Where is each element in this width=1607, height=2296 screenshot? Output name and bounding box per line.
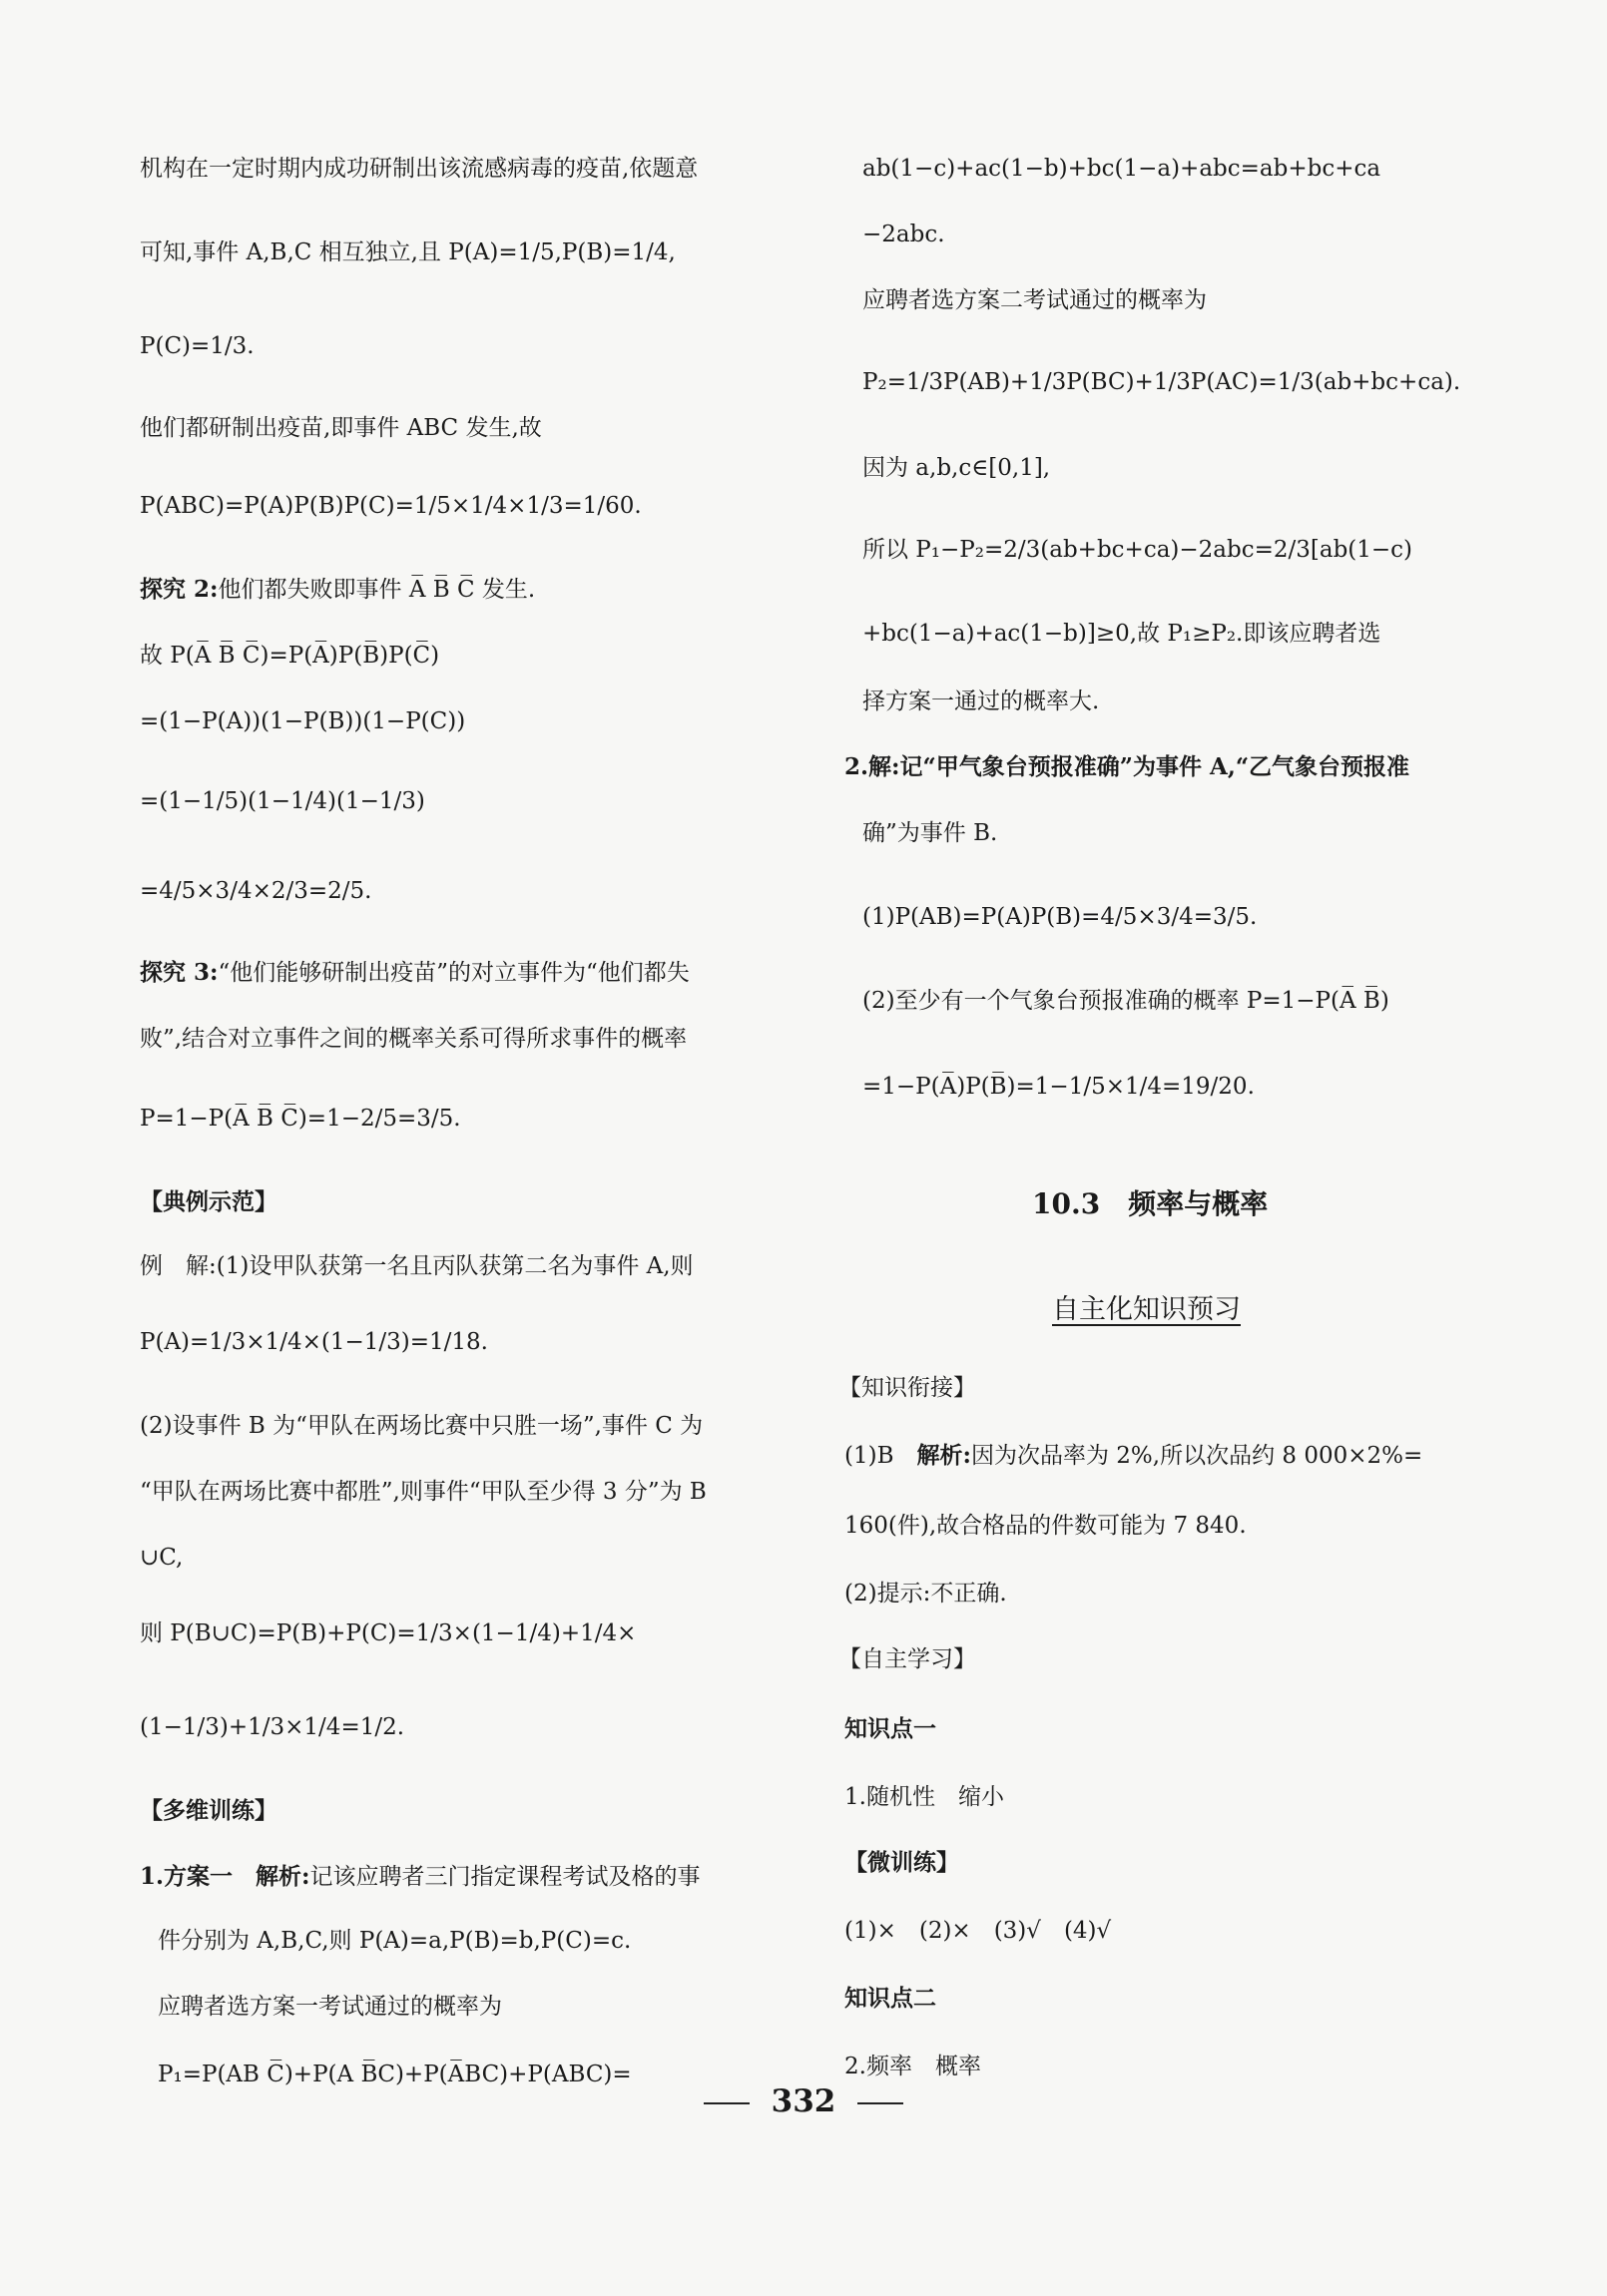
text-span: 因为次品率为 2%,所以次品约 8 000×2%=: [970, 1443, 1423, 1469]
formula-line: =4/5×3/4×2/3=2/5.: [140, 878, 372, 904]
section-title: 10.3 频率与概率: [1032, 1187, 1269, 1220]
formula-line: P=1−P(A̅ B̅ C̅)=1−2/5=3/5.: [140, 1106, 461, 1132]
text-line: 160(件),故合格品的件数可能为 7 840.: [844, 1513, 1247, 1539]
formula-line: (1)P(AB)=P(A)P(B)=4/5×3/4=3/5.: [862, 904, 1258, 930]
section-label: 探究 2:: [140, 576, 219, 603]
formula-line: =(1−1/5)(1−1/4)(1−1/3): [140, 788, 425, 814]
text-line: 例 解:(1)设甲队获第一名且丙队获第二名为事件 A,则: [140, 1253, 694, 1279]
section-label: 解析:: [916, 1442, 971, 1469]
text-line: (2)提示:不正确.: [844, 1581, 1007, 1607]
text-line: 择方案一通过的概率大.: [862, 689, 1100, 714]
formula-line: (1−1/3)+1/3×1/4=1/2.: [140, 1714, 405, 1740]
text-line: (2)至少有一个气象台预报准确的概率 P=1−P(A̅ B̅): [862, 988, 1389, 1014]
section-label: 1.方案一 解析:: [140, 1863, 310, 1890]
section-heading: 【自主学习】: [838, 1646, 976, 1672]
formula-line: +bc(1−a)+ac(1−b)]≥0,故 P₁≥P₂.即该应聘者选: [862, 621, 1381, 647]
text-line: 应聘者选方案二考试通过的概率为: [862, 287, 1207, 313]
formula-line: P(A)=1/3×1/4×(1−1/3)=1/18.: [140, 1329, 488, 1355]
formula-line: 则 P(B∪C)=P(B)+P(C)=1/3×(1−1/4)+1/4×: [140, 1620, 637, 1646]
section-label: 探究 3:: [140, 959, 219, 986]
text-line: [140, 956, 690, 990]
text-span: 他们都失败即事件 A̅ B̅ C̅ 发生.: [218, 577, 536, 603]
text-line: 1.随机性 缩小: [844, 1784, 1004, 1810]
text-line: “甲队在两场比赛中都胜”,则事件“甲队至少得 3 分”为 B: [140, 1479, 707, 1505]
text-line: ∪C,: [140, 1545, 184, 1571]
text-line: [140, 1860, 701, 1894]
text-line: 确”为事件 B.: [862, 820, 998, 846]
knowledge-point: 知识点二: [844, 1985, 936, 2012]
formula-line: =1−P(A̅)P(B̅)=1−1/5×1/4=19/20.: [862, 1074, 1255, 1100]
page-number-text: 332: [771, 2083, 836, 2119]
text-line: (2)设事件 B 为“甲队在两场比赛中只胜一场”,事件 C 为: [140, 1413, 704, 1439]
text-span: 记该应聘者三门指定课程考试及格的事: [309, 1864, 701, 1890]
text-line: (1)× (2)× (3)√ (4)√: [844, 1918, 1112, 1944]
text-line: 败”,结合对立事件之间的概率关系可得所求事件的概率: [140, 1026, 688, 1052]
formula-line: P(ABC)=P(A)P(B)P(C)=1/5×1/4×1/3=1/60.: [140, 493, 642, 519]
section-heading: 【微训练】: [844, 1849, 959, 1876]
text-line: P(C)=1/3.: [140, 333, 255, 359]
text-line: 件分别为 A,B,C,则 P(A)=a,P(B)=b,P(C)=c.: [158, 1928, 632, 1954]
text-line: 2.频率 概率: [844, 2054, 981, 2079]
text-line: 他们都研制出疫苗,即事件 ABC 发生,故: [140, 415, 542, 441]
formula-line: ab(1−c)+ac(1−b)+bc(1−a)+abc=ab+bc+ca: [862, 156, 1381, 182]
text-line: 机构在一定时期内成功研制出该流感病毒的疫苗,依题意: [140, 156, 699, 182]
knowledge-point: 知识点一: [844, 1715, 936, 1742]
formula-line: 所以 P₁−P₂=2/3(ab+bc+ca)−2abc=2/3[ab(1−c): [862, 537, 1413, 563]
text-line: 应聘者选方案一考试通过的概率为: [158, 1994, 502, 2020]
formula-line: =(1−P(A))(1−P(B))(1−P(C)): [140, 708, 466, 734]
page-number: [0, 2083, 1607, 2119]
formula-line: 故 P(A̅ B̅ C̅)=P(A̅)P(B̅)P(C̅): [140, 643, 440, 669]
text-line: 可知,事件 A,B,C 相互独立,且 P(A)=1/5,P(B)=1/4,: [140, 239, 676, 265]
section-heading: 【知识衔接】: [838, 1375, 976, 1401]
formula-line: P₂=1/3P(AB)+1/3P(BC)+1/3P(AC)=1/3(ab+bc+ca).: [862, 369, 1461, 395]
formula-line: −2abc.: [862, 222, 945, 247]
subsection-title: 自主化知识预习: [1052, 1294, 1241, 1325]
section-heading: 【多维训练】: [140, 1797, 277, 1824]
text-span: “他们能够研制出疫苗”的对立事件为“他们都失: [218, 960, 690, 986]
text-line: [844, 1439, 1422, 1473]
formula-line: P₁=P(AB C̅)+P(A B̅C)+P(A̅BC)+P(ABC)=: [158, 2062, 632, 2087]
text-span: (1)B: [844, 1443, 917, 1469]
text-line: [140, 573, 535, 607]
text-line: 2.解:记“甲气象台预报准确”为事件 A,“乙气象台预报准: [844, 753, 1410, 780]
dash: [857, 2102, 903, 2104]
section-heading: 【典例示范】: [140, 1188, 277, 1215]
text-line: 因为 a,b,c∈[0,1],: [862, 455, 1051, 481]
dash: [704, 2102, 750, 2104]
